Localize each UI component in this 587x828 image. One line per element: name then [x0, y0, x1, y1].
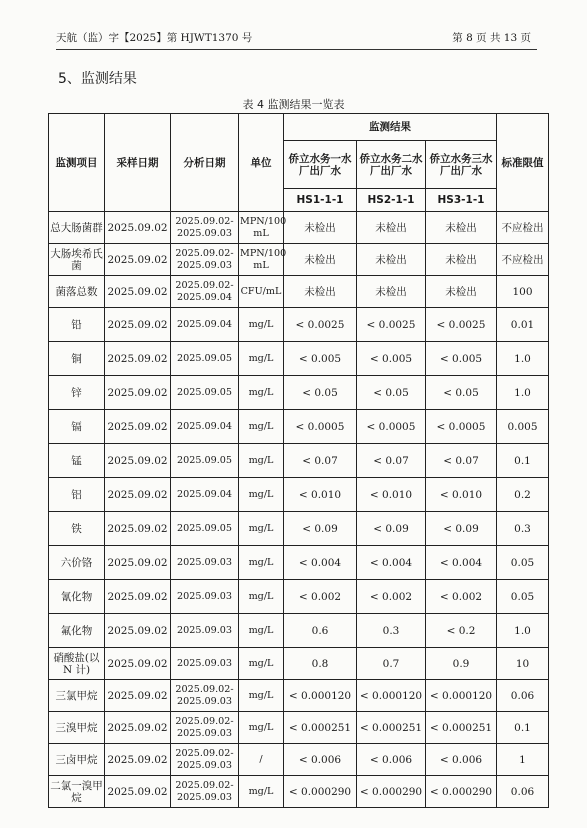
table-row — [49, 712, 549, 744]
header-limit: 标准限值 — [497, 114, 549, 212]
row-analysis-date: 2025.09.03 — [171, 648, 239, 680]
row-value-site3: 未检出 — [426, 212, 497, 244]
row-item: 氰化物 — [49, 580, 105, 614]
row-value-site1: 0.8 — [284, 648, 357, 680]
table-row — [49, 614, 549, 648]
table-row — [49, 478, 549, 512]
row-value-site2: < 0.0025 — [357, 308, 426, 342]
table-row — [49, 276, 549, 308]
report-number: 天航（监）字【2025】第 HJWT1370 号 — [56, 32, 253, 44]
row-unit: MPN/100 mL — [239, 212, 284, 244]
row-value-site1: < 0.0025 — [284, 308, 357, 342]
row-unit: mg/L — [239, 680, 284, 712]
row-unit: MPN/100 mL — [239, 244, 284, 276]
table-row — [49, 680, 549, 712]
row-unit: CFU/mL — [239, 276, 284, 308]
header-unit: 单位 — [239, 114, 284, 212]
table-row — [49, 776, 549, 808]
row-item: 硝酸盐(以 N 计) — [49, 648, 105, 680]
row-unit: mg/L — [239, 648, 284, 680]
row-item: 铁 — [49, 512, 105, 546]
row-value-site1: < 0.010 — [284, 478, 357, 512]
row-analysis-date: 2025.09.04 — [171, 308, 239, 342]
row-limit: 0.005 — [497, 410, 549, 444]
header-site: 侨立水务一水厂出厂水 — [284, 141, 357, 189]
row-analysis-date: 2025.09.02-2025.09.03 — [171, 680, 239, 712]
row-analysis-date: 2025.09.03 — [171, 614, 239, 648]
header-sample-code: HS3-1-1 — [426, 189, 497, 212]
row-value-site2: < 0.000290 — [357, 776, 426, 808]
row-sample-date: 2025.09.02 — [105, 212, 171, 244]
page-header — [56, 30, 531, 48]
row-value-site2: < 0.004 — [357, 546, 426, 580]
header-divider — [56, 49, 537, 50]
row-sample-date: 2025.09.02 — [105, 680, 171, 712]
row-value-site1: 未检出 — [284, 244, 357, 276]
row-value-site1: < 0.000251 — [284, 712, 357, 744]
row-item: 六价铬 — [49, 546, 105, 580]
row-value-site1: < 0.006 — [284, 744, 357, 776]
row-item: 氟化物 — [49, 614, 105, 648]
row-item: 锰 — [49, 444, 105, 478]
row-analysis-date: 2025.09.02-2025.09.03 — [171, 712, 239, 744]
row-item: 三溴甲烷 — [49, 712, 105, 744]
row-analysis-date: 2025.09.05 — [171, 342, 239, 376]
row-limit: 0.06 — [497, 680, 549, 712]
row-value-site2: < 0.002 — [357, 580, 426, 614]
row-unit: mg/L — [239, 776, 284, 808]
row-item: 镉 — [49, 410, 105, 444]
header-sample-code: HS2-1-1 — [357, 189, 426, 212]
row-sample-date: 2025.09.02 — [105, 308, 171, 342]
row-value-site1: < 0.000290 — [284, 776, 357, 808]
row-analysis-date: 2025.09.02-2025.09.03 — [171, 776, 239, 808]
row-item: 菌落总数 — [49, 276, 105, 308]
row-value-site2: < 0.0005 — [357, 410, 426, 444]
row-sample-date: 2025.09.02 — [105, 478, 171, 512]
row-value-site2: < 0.05 — [357, 376, 426, 410]
row-value-site3: < 0.006 — [426, 744, 497, 776]
row-value-site1: < 0.05 — [284, 376, 357, 410]
row-value-site3: < 0.000120 — [426, 680, 497, 712]
row-value-site1: < 0.07 — [284, 444, 357, 478]
table-row — [49, 546, 549, 580]
row-limit: 不应检出 — [497, 244, 549, 276]
row-sample-date: 2025.09.02 — [105, 376, 171, 410]
row-unit: mg/L — [239, 444, 284, 478]
row-value-site3: < 0.004 — [426, 546, 497, 580]
row-analysis-date: 2025.09.05 — [171, 376, 239, 410]
row-unit: mg/L — [239, 712, 284, 744]
results-table — [48, 113, 549, 808]
row-sample-date: 2025.09.02 — [105, 776, 171, 808]
table-row — [49, 376, 549, 410]
row-limit: 0.2 — [497, 478, 549, 512]
row-sample-date: 2025.09.02 — [105, 744, 171, 776]
table-row — [49, 648, 549, 680]
row-item: 三氯甲烷 — [49, 680, 105, 712]
header-site: 侨立水务三水厂出厂水 — [426, 141, 497, 189]
row-value-site1: 未检出 — [284, 212, 357, 244]
row-limit: 0.01 — [497, 308, 549, 342]
row-value-site2: 0.7 — [357, 648, 426, 680]
row-unit: mg/L — [239, 614, 284, 648]
row-limit: 不应检出 — [497, 212, 549, 244]
row-analysis-date: 2025.09.02-2025.09.03 — [171, 244, 239, 276]
row-limit: 1.0 — [497, 614, 549, 648]
row-value-site3: < 0.0005 — [426, 410, 497, 444]
row-value-site3: < 0.2 — [426, 614, 497, 648]
row-value-site1: < 0.0005 — [284, 410, 357, 444]
row-value-site2: < 0.09 — [357, 512, 426, 546]
row-sample-date: 2025.09.02 — [105, 244, 171, 276]
table-row — [49, 744, 549, 776]
row-item: 铝 — [49, 478, 105, 512]
row-analysis-date: 2025.09.04 — [171, 410, 239, 444]
row-value-site3: 0.9 — [426, 648, 497, 680]
row-unit: / — [239, 744, 284, 776]
row-value-site2: < 0.000251 — [357, 712, 426, 744]
row-value-site2: < 0.005 — [357, 342, 426, 376]
row-sample-date: 2025.09.02 — [105, 580, 171, 614]
row-analysis-date: 2025.09.05 — [171, 444, 239, 478]
header-results: 监测结果 — [284, 114, 497, 141]
table-row — [49, 212, 549, 244]
row-value-site2: < 0.006 — [357, 744, 426, 776]
row-value-site3: < 0.002 — [426, 580, 497, 614]
row-limit: 0.1 — [497, 444, 549, 478]
row-analysis-date: 2025.09.02-2025.09.03 — [171, 744, 239, 776]
row-item: 铜 — [49, 342, 105, 376]
row-item: 三卤甲烷 — [49, 744, 105, 776]
row-value-site3: < 0.05 — [426, 376, 497, 410]
row-value-site2: 未检出 — [357, 212, 426, 244]
row-sample-date: 2025.09.02 — [105, 546, 171, 580]
row-limit: 0.3 — [497, 512, 549, 546]
row-sample-date: 2025.09.02 — [105, 648, 171, 680]
row-value-site2: < 0.000120 — [357, 680, 426, 712]
row-unit: mg/L — [239, 478, 284, 512]
row-value-site2: < 0.07 — [357, 444, 426, 478]
row-analysis-date: 2025.09.02-2025.09.04 — [171, 276, 239, 308]
row-unit: mg/L — [239, 512, 284, 546]
row-value-site1: < 0.000120 — [284, 680, 357, 712]
table-caption: 表 4 监测结果一览表 — [242, 98, 345, 111]
table-row — [49, 444, 549, 478]
row-analysis-date: 2025.09.02-2025.09.03 — [171, 212, 239, 244]
table-row — [49, 244, 549, 276]
row-limit: 0.05 — [497, 580, 549, 614]
table-body — [49, 212, 549, 808]
table-row — [49, 410, 549, 444]
row-item: 总大肠菌群 — [49, 212, 105, 244]
row-limit: 0.05 — [497, 546, 549, 580]
row-limit: 1.0 — [497, 376, 549, 410]
row-unit: mg/L — [239, 410, 284, 444]
row-sample-date: 2025.09.02 — [105, 614, 171, 648]
row-value-site3: < 0.0025 — [426, 308, 497, 342]
row-limit: 1 — [497, 744, 549, 776]
row-item: 大肠埃希氏菌 — [49, 244, 105, 276]
table-header — [49, 114, 549, 212]
row-limit: 1.0 — [497, 342, 549, 376]
row-value-site2: 0.3 — [357, 614, 426, 648]
header-sample-date: 采样日期 — [105, 114, 171, 212]
row-value-site3: 未检出 — [426, 276, 497, 308]
row-value-site3: < 0.07 — [426, 444, 497, 478]
row-value-site2: 未检出 — [357, 244, 426, 276]
row-value-site3: < 0.000251 — [426, 712, 497, 744]
table-row — [49, 512, 549, 546]
row-analysis-date: 2025.09.03 — [171, 546, 239, 580]
row-unit: mg/L — [239, 546, 284, 580]
row-sample-date: 2025.09.02 — [105, 512, 171, 546]
row-limit: 10 — [497, 648, 549, 680]
table-row — [49, 580, 549, 614]
row-value-site1: < 0.004 — [284, 546, 357, 580]
row-item: 二氯一溴甲烷 — [49, 776, 105, 808]
row-value-site3: < 0.010 — [426, 478, 497, 512]
header-sample-code: HS1-1-1 — [284, 189, 357, 212]
row-limit: 0.1 — [497, 712, 549, 744]
row-sample-date: 2025.09.02 — [105, 712, 171, 744]
row-sample-date: 2025.09.02 — [105, 276, 171, 308]
table-row — [49, 308, 549, 342]
row-value-site1: < 0.09 — [284, 512, 357, 546]
row-analysis-date: 2025.09.04 — [171, 478, 239, 512]
header-item: 监测项目 — [49, 114, 105, 212]
row-value-site1: 0.6 — [284, 614, 357, 648]
row-analysis-date: 2025.09.05 — [171, 512, 239, 546]
row-value-site3: < 0.005 — [426, 342, 497, 376]
row-unit: mg/L — [239, 342, 284, 376]
table-row — [49, 342, 549, 376]
row-value-site3: < 0.09 — [426, 512, 497, 546]
row-item: 锌 — [49, 376, 105, 410]
row-unit: mg/L — [239, 308, 284, 342]
page-number: 第 8 页 共 13 页 — [452, 32, 531, 44]
header-analysis-date: 分析日期 — [171, 114, 239, 212]
row-value-site2: 未检出 — [357, 276, 426, 308]
row-sample-date: 2025.09.02 — [105, 342, 171, 376]
row-unit: mg/L — [239, 376, 284, 410]
row-item: 铅 — [49, 308, 105, 342]
row-sample-date: 2025.09.02 — [105, 444, 171, 478]
row-value-site1: 未检出 — [284, 276, 357, 308]
row-value-site3: < 0.000290 — [426, 776, 497, 808]
row-unit: mg/L — [239, 580, 284, 614]
row-limit: 0.06 — [497, 776, 549, 808]
row-value-site1: < 0.002 — [284, 580, 357, 614]
row-value-site3: 未检出 — [426, 244, 497, 276]
row-value-site1: < 0.005 — [284, 342, 357, 376]
row-analysis-date: 2025.09.03 — [171, 580, 239, 614]
row-limit: 100 — [497, 276, 549, 308]
row-sample-date: 2025.09.02 — [105, 410, 171, 444]
row-value-site2: < 0.010 — [357, 478, 426, 512]
section-title: 5、监测结果 — [58, 71, 137, 87]
header-site: 侨立水务二水厂出厂水 — [357, 141, 426, 189]
